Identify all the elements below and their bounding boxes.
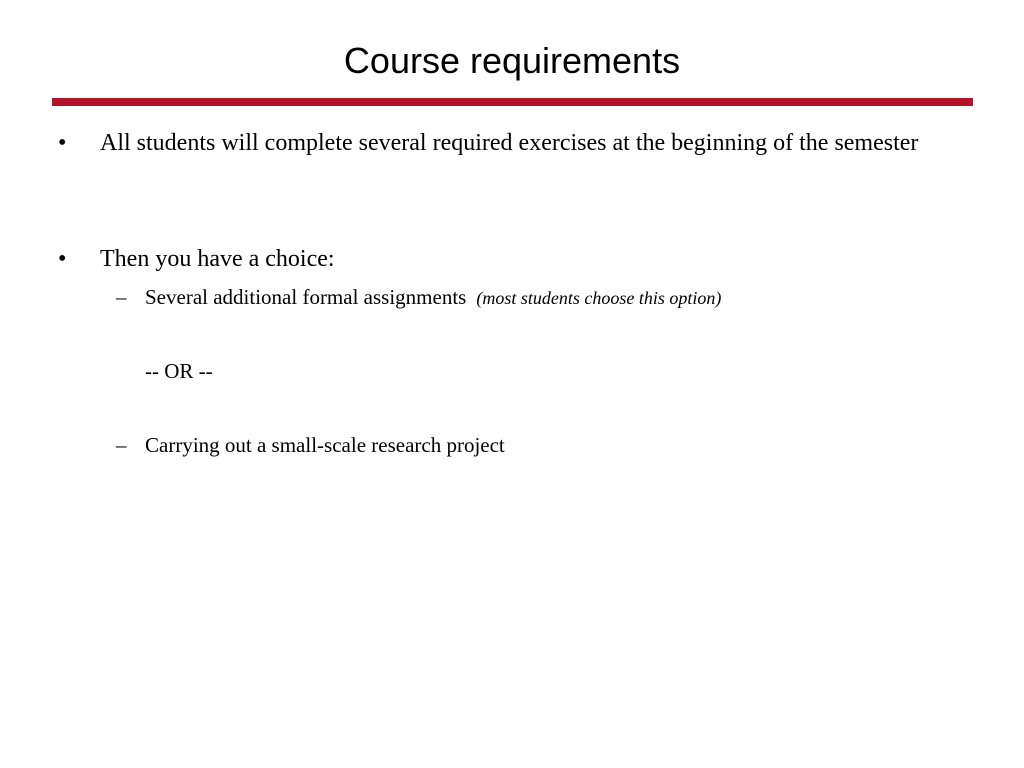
sub-bullet-note: (most students choose this option) xyxy=(476,288,722,308)
sub-bullet-marker: – xyxy=(116,433,127,457)
slide-title: Course requirements xyxy=(343,40,681,81)
title-divider xyxy=(52,98,973,106)
title-divider-bar xyxy=(52,98,973,106)
bullet-marker: • xyxy=(58,246,67,272)
sub-bullet-research-project: Carrying out a small-scale research project xyxy=(145,433,505,457)
bullet-marker: • xyxy=(58,130,67,156)
sub-bullet-marker: – xyxy=(116,285,127,309)
sub-bullet-formal-assignments xyxy=(145,282,975,313)
sub-bullet-text: Several additional formal assignments xyxy=(145,285,467,309)
bullet-text-required-exercises: All students will complete several required exercises at the beginning of the semester xyxy=(100,130,919,156)
bullet-text-choice: Then you have a choice: xyxy=(100,246,335,272)
or-separator: -- OR -- xyxy=(145,359,213,383)
